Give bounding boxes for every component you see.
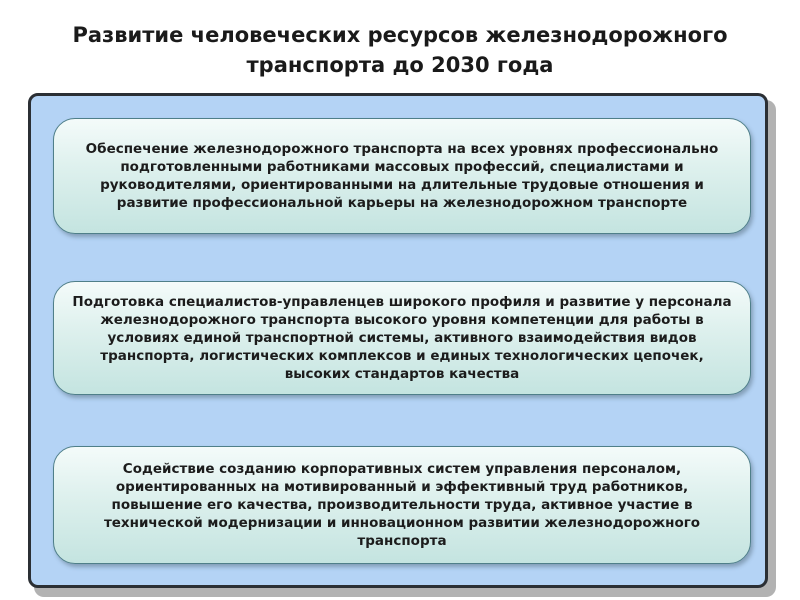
goal-box-1-text: Обеспечение железнодорожного транспорта на всех уровнях профессионально подготовленными работниками массовых профессий, специалистами и руководителями, ориентированными на длительные трудовые отношения и развитие профессиональной карьеры на железнодорожном транспорте [85,141,719,211]
goals-panel [28,93,768,588]
slide-title-line-2: транспорта до 2030 года [246,53,554,77]
goal-box-2-text: Подготовка специалистов-управленцев широкого профиля и развитие у персонала железнодорожного транспорта высокого уровня компетенции для работы в условиях единой транспортной системы, активного взаимодействия видов транспорта, логистических комплексов и единых технологических цепочек, высоких стандартов качества [72,294,732,382]
goal-box-2 [53,281,751,395]
goal-box-3-text: Содействие созданию корпоративных систем управления персоналом, ориентированных на мотивированный и эффективный труд работников, повышение его качества, производительности труда, активное участие в технической модернизации и инновационном развитии железнодорожного транспорта [103,461,701,549]
goal-box-1 [53,118,751,234]
slide-title-line-1: Развитие человеческих ресурсов железнодорожного [72,23,728,47]
goal-box-3 [53,446,751,564]
slide-title [0,20,800,80]
